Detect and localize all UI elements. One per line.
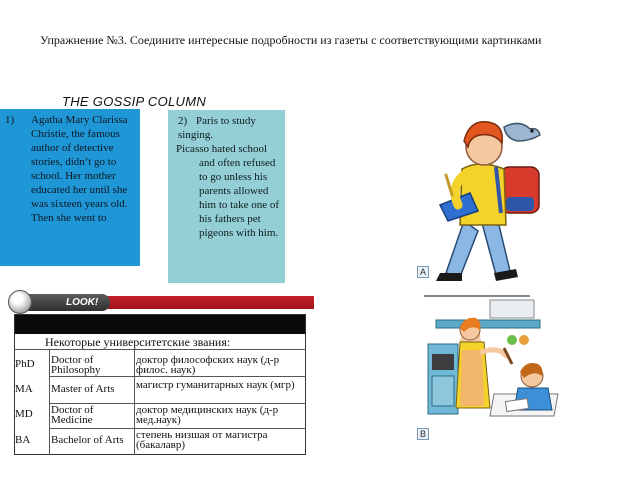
table-cell-abbr: BA	[15, 434, 31, 446]
table-divider	[134, 349, 135, 455]
table-cell-russian: доктор медицинских наук (д-р мед.наук)	[136, 404, 279, 426]
table-cell-english: Bachelor of Arts	[51, 434, 124, 446]
table-cell-abbr: MD	[15, 408, 33, 420]
table-cell-russian: магистр гуманитарных наук (мгр)	[136, 379, 295, 391]
magnifier-icon	[8, 290, 32, 314]
table-cell-english: Doctor of Medicine	[51, 404, 94, 426]
story-card-picasso	[168, 110, 285, 283]
table-caption: Некоторые университетские звания:	[45, 335, 231, 349]
table-divider	[14, 349, 306, 350]
story-number: 1)	[5, 114, 15, 126]
look-label: LOOK!	[22, 294, 110, 311]
table-cell-english: Master of Arts	[51, 383, 115, 395]
gossip-column-heading: THE GOSSIP COLUMN	[62, 94, 207, 109]
table-divider	[49, 376, 306, 377]
picture-label-b: B	[417, 428, 429, 440]
table-divider	[49, 349, 50, 455]
story-number: 2)	[178, 115, 188, 127]
table-cell-english: Doctor of Philosophy	[51, 354, 101, 376]
story-card-christie	[0, 109, 140, 266]
illustration-kitchen-scene	[420, 290, 560, 440]
story-headline-text: Paris to study singing.	[178, 115, 256, 141]
story-text: Agatha Mary Clarissa Christie, the famous author of detective stories, didn’t go to school. Her mother educated her until she was sixteen years old. Then she went to	[31, 114, 128, 224]
table-header-bar	[15, 315, 305, 334]
table-cell-russian: доктор философских наук (д-р филос. наук)	[136, 354, 280, 376]
table-cell-abbr: PhD	[15, 358, 35, 370]
illustration-boy-with-pigeon	[400, 97, 560, 283]
story-text: Picasso hated school and often refused to go unless his parents allowed him to take one of his fathers pet pigeons with him.	[176, 143, 280, 239]
table-cell-russian: степень низшая от магистра (бакалавр)	[136, 429, 268, 451]
story-headline	[172, 114, 281, 142]
look-banner	[8, 290, 314, 314]
table-cell-abbr: MA	[15, 383, 33, 395]
exercise-title: Упражнение №3. Соедините интересные подробности из газеты с соответствующими картинками	[40, 33, 542, 47]
picture-label-a: A	[417, 266, 429, 278]
